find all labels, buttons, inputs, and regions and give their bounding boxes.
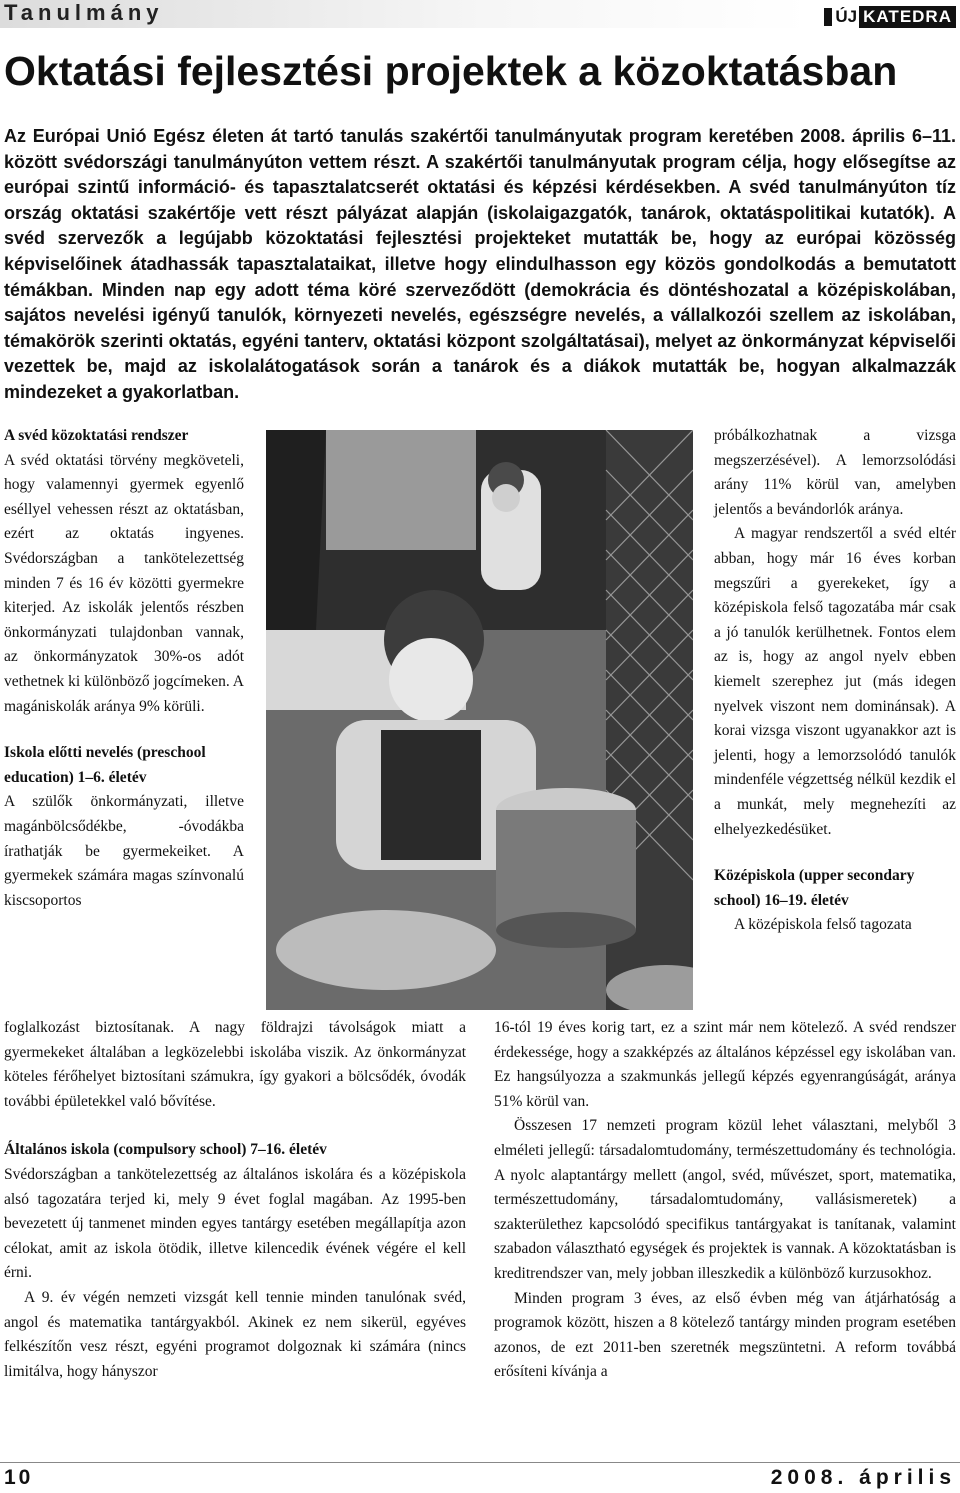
right-column-upper — [714, 424, 956, 938]
logo-mark — [824, 8, 832, 26]
paragraph-preschool-wide: foglalkozást biztosítanak. A nagy földrajzi távolságok miatt a gyermekeket általában a legközelebbi iskolába viszik. Az önkormányzat köteles férőhelyet biztosítani számukra, így gyakori a bölcsődék, óvodák további épületekkel való bővítése. — [4, 1019, 466, 1110]
section-label: Tanulmány — [4, 0, 164, 25]
article-title: Oktatási fejlesztési projektek a közoktatásban — [4, 48, 898, 94]
lead-paragraph: Az Európai Unió Egész életen át tartó tanulás szakértői tanulmányutak program keretében 2008. április 6–11. között svédországi tanulmányúton vettem részt. A szakértői tanulmányutak program célja, hogy elősegítse az európai szintű információ- és tapasztalatcserét oktatási és képzési kérdésekben. A svéd tanulmányúton tíz ország oktatási szakértője vett részt pályázat alapján (iskolaigazgatók, tanárok, oktatáspolitikai kutatók). A svéd szervezők a legújabb közoktatási fejlesztési projekteket mutatták be, hogy az európai közösség képviselőinek átadhassák tapasztalataikat, illetve hogy elindulhasson egy közös gondolkodás a bemutatott témákban. Minden nap egy adott téma köré szerveződött (demokrácia és döntéshozatal a középiskolában, sajátos nevelési igényű tanulók, környezeti nevelés, egészségre nevelés, a vállalkozói szellem az iskolában, témakörök szerinti oktatás, egyéni tanterv, oktatási központ szolgáltatásai), melyet az önkormányzat képviselői vezettek be, majd az iskolalátogatások során a tanárok és a diákok mutatták be, hogyan alkalmazzák mindezeket a gyakorlatban. — [4, 126, 956, 402]
paragraph-comparison: A magyar rendszertől a svéd eltér abban, hogy már 16 éves korban megszűri a gyerekeket, így a középiskola felső tagozatába már csak a jó tanulók kerülhetnek. Fontos elem az is, hogy az angol nyelv ebben kiemelt szerephez jut (más idegen nyelvek viszont nem dominánsak). A korai vizsga viszont ugyanakkor azt is jelenti, hogy a lemorzsolódó tanulók mindenféle végzettség nélkül kezdik el a munkát, mely megnehezíti az elhelyezkedésüket. — [714, 525, 956, 838]
heading-compulsory-school: Általános iskola (compulsory school) 7–16. életév — [4, 1141, 327, 1159]
paragraph-upper-secondary-wide: 16-tól 19 éves korig tart, ez a szint már nem kötelező. A svéd rendszer érdekessége, hogy a szakképzés az általános képzéssel egy iskolában van. Ez hangsúlyozza a szakmunkás jellegű képzés egyenrangúságát, aránya 51% körül van. — [494, 1019, 956, 1110]
paragraph-compulsory-2: A 9. év végén nemzeti vizsgát kell tennie minden tanulónak svéd, angol és matematika tantárgyakból. Akinek ez nem sikerül, egyéves felkészítőn vesz részt, egyéni programot dolgoznak ki számára (nincs limitálva, hogy hányszor — [4, 1288, 466, 1380]
magazine-logo — [824, 6, 956, 28]
paragraph-preschool-narrow: A szülők önkormányzati, illetve magánbölcsődékbe, -óvodákba írathatják be gyermekeiket. A gyermekek számára magas színvonalú kiscsoportos — [4, 793, 244, 909]
logo-prefix: ÚJ — [835, 7, 858, 26]
paragraph-dropout: próbálkozhatnak a vizsga megszerzésével). A lemorzsolódási arány 11% körül van, amelyben jelentős a bevándorlók aránya. — [714, 427, 956, 518]
article-photo — [266, 430, 693, 1010]
page-number: 10 — [4, 1466, 34, 1489]
paragraph-upper-secondary-narrow: A középiskola felső tagozata — [734, 916, 912, 934]
left-column-lower — [4, 1016, 466, 1384]
heading-preschool: Iskola előtti nevelés (preschool education) 1–6. életév — [4, 744, 206, 786]
paragraph-program-duration: Minden program 3 éves, az első évben még van átjárhatóság a programok között, hiszen a 8 kötelező tantárgy minden program esetében azonos, de ezt 2011-ben szeretnék megszüntetni. A reform továbbá erősíteni kívánja a — [494, 1289, 956, 1381]
left-column-upper — [4, 424, 244, 913]
right-column-lower — [494, 1016, 956, 1385]
heading-swedish-system: A svéd közoktatási rendszer — [4, 427, 189, 444]
footer-divider — [0, 1462, 960, 1463]
paragraph-compulsory-1: Svédországban a tankötelezettség az általános iskolára és a középiskola alsó tagozatára terjed ki, mely 9 évet foglal magában. Az 1995-ben bevezetett új tanmenet minden egyes tantárgy esetében megállapítja azon célokat, amit az iskola ötödik, illetve kilencedik évének végére el kell érni. — [4, 1165, 466, 1282]
logo-name: KATEDRA — [859, 6, 956, 28]
paragraph-swedish-system: A svéd oktatási törvény megköveteli, hogy valamennyi gyermek egyenlő eséllyel vehessen részt az oktatásban, ezért az oktatás ingyenes. Svédországban a tankötelezettség minden 7 és 16 év közötti gyermekre kiterjed. Az iskolák jelentős részben önkormányzati tulajdonban vannak, az önkormányzatok 30%-os adót vethetnek ki különböző jogcímeken. A magániskolák aránya 9% körüli. — [4, 451, 244, 715]
issue-date: 2008. április — [770, 1466, 956, 1489]
heading-upper-secondary: Középiskola (upper secondary school) 16–19. életév — [714, 867, 915, 909]
paragraph-national-programs: Összesen 17 nemzeti program közül lehet választani, melyből 3 elméleti jellegű: társadalomtudomány, természettudomány és technológia. A nyolc alaptantárgy mellett (angol, svéd, művészet, sport, matematika, természettudomány, társadalomtudomány, vallásismeretek) a szakterülethez kapcsolódó specifikus tantárgyakat is tanítanak, valamint szabadon választható egységek és projektek is vannak. A közoktatásban is kreditrendszer van, mely jobban illeszkedik a különböző kurzusokhoz. — [494, 1117, 956, 1282]
